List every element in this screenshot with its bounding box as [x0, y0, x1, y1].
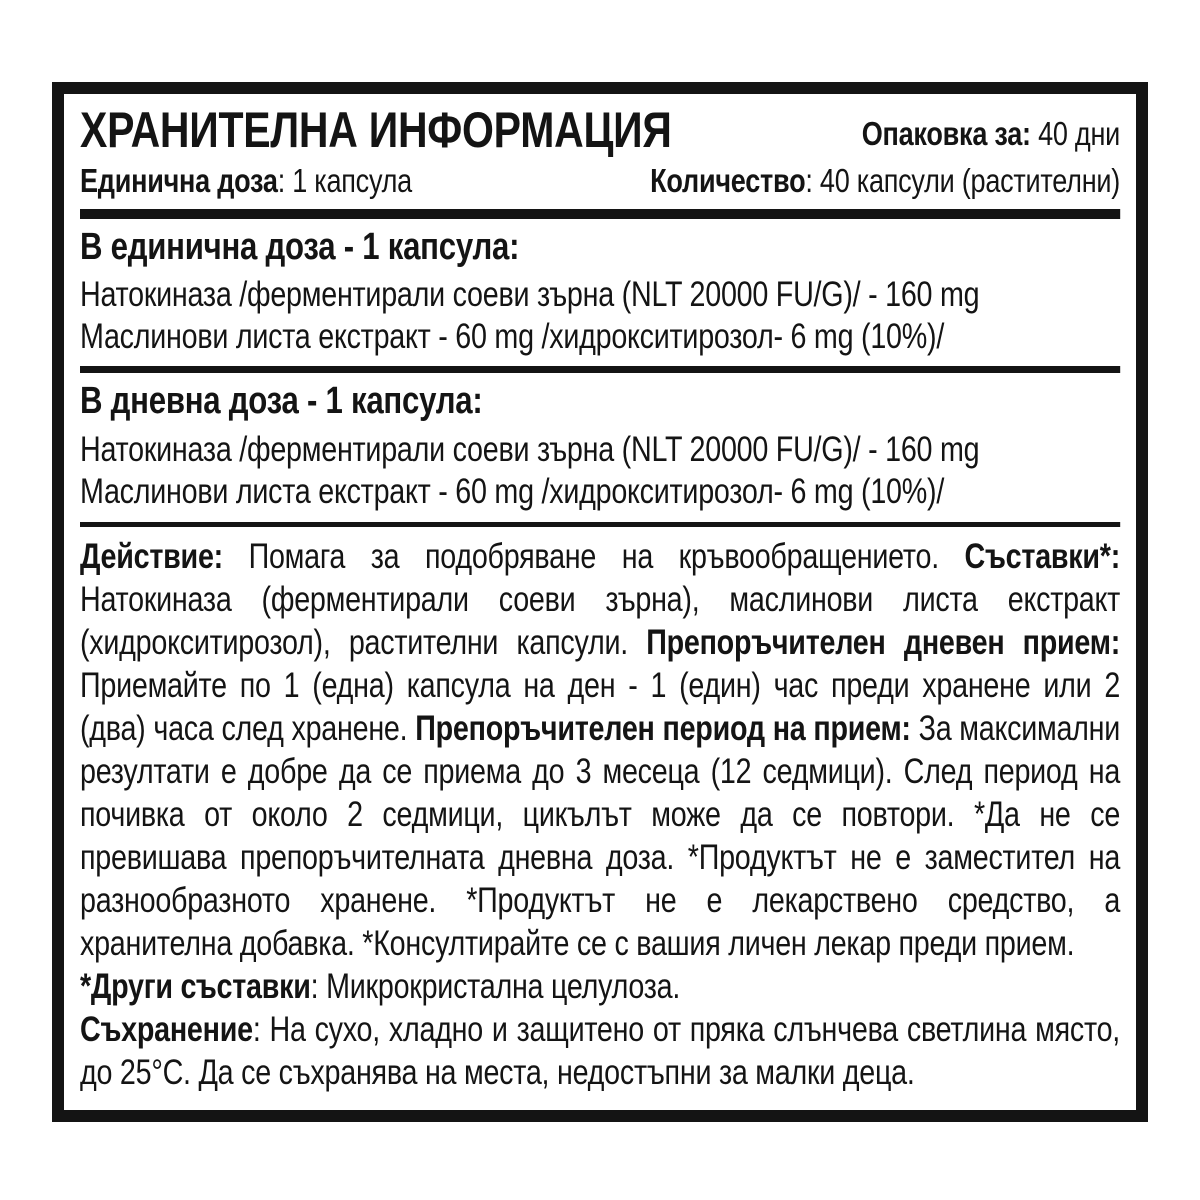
bold-run: Съставки*: [964, 536, 1121, 576]
ingredient-row: Маслинови листа екстракт - 60 mg /хидрокситирозол- 6 mg (10%)/ [80, 471, 945, 511]
bold-run: Препоръчителен период на прием: [415, 708, 919, 748]
section-heading: В единична доза - 1 капсула: [80, 225, 520, 268]
bold-run: Действие: [80, 536, 249, 576]
text-run: Помага за подобряване на кръвообращението. [248, 536, 965, 576]
pack-duration [862, 114, 1120, 157]
storage-paragraph [80, 1008, 1120, 1094]
ingredient-row: Натокиназа /ферментирали соеви зърна (NLT 20000 FU/G)/ - 160 mg [80, 429, 980, 469]
divider-thick [80, 209, 1120, 219]
text-run: Приемайте по 1 (една) капсула на ден - 1 (един) час преди хранене или 2 (два) часа след хранене. [80, 665, 1121, 748]
divider-mid [80, 366, 1120, 373]
pack-duration-label: Опаковка за: [861, 115, 1031, 153]
section-single-dose [80, 225, 1120, 359]
quantity-label: Количество [650, 162, 806, 199]
serving-size [80, 161, 412, 201]
quantity-value: : 40 капсули (растителни) [805, 162, 1121, 199]
header-row [80, 104, 1120, 157]
text-run: : На сухо, хладно и защитено от пряка слънчева светлина място, до 25°C. Да се съхранява на места, недостъпни за малки деца. [80, 1009, 1121, 1092]
body-text [80, 535, 1120, 1094]
panel-content [80, 104, 1120, 1094]
quantity [650, 161, 1120, 201]
text-run: За максимални резултати е добре да се приема до 3 месеца (12 седмици). След период на почивка от около 2 седмици, цикълът може да се повтори. *Да не се превишава препоръчителната дневна доза. *Продуктът не е заместител на разнообразното хранене. *Продуктът не е лекарствено средство, а хранителна добавка. *Консултирайте се с вашия личен лекар преди прием. [80, 708, 1121, 963]
bold-run: Съхранение [80, 1009, 253, 1049]
nutrition-facts-panel [52, 82, 1148, 1122]
text-run: Натокиназа (ферментирали соеви зърна), маслинови листа екстракт (хидрокситирозол), растителни капсули. [80, 579, 1121, 662]
text-run: : Микрокристална целулоза. [310, 966, 681, 1006]
other-ingredients-paragraph [80, 965, 1120, 1008]
section-heading: В дневна доза - 1 капсула: [80, 380, 483, 423]
serving-row [80, 161, 1120, 201]
divider-thin [80, 522, 1120, 527]
panel-title: ХРАНИТЕЛНА ИНФОРМАЦИЯ [80, 102, 672, 158]
bold-run: *Други съставки [80, 966, 311, 1006]
directions-paragraph [80, 535, 1120, 965]
ingredient-row: Натокиназа /ферментирали соеви зърна (NLT 20000 FU/G)/ - 160 mg [80, 275, 980, 315]
ingredient-row: Маслинови листа екстракт - 60 mg /хидрокситирозол- 6 mg (10%)/ [80, 317, 945, 357]
bold-run: Препоръчителен дневен прием: [646, 622, 1121, 662]
section-daily-dose [80, 379, 1120, 513]
serving-size-label: Единична доза [80, 162, 278, 199]
serving-size-value: : 1 капсула [277, 162, 412, 199]
pack-duration-value: 40 дни [1030, 115, 1121, 153]
